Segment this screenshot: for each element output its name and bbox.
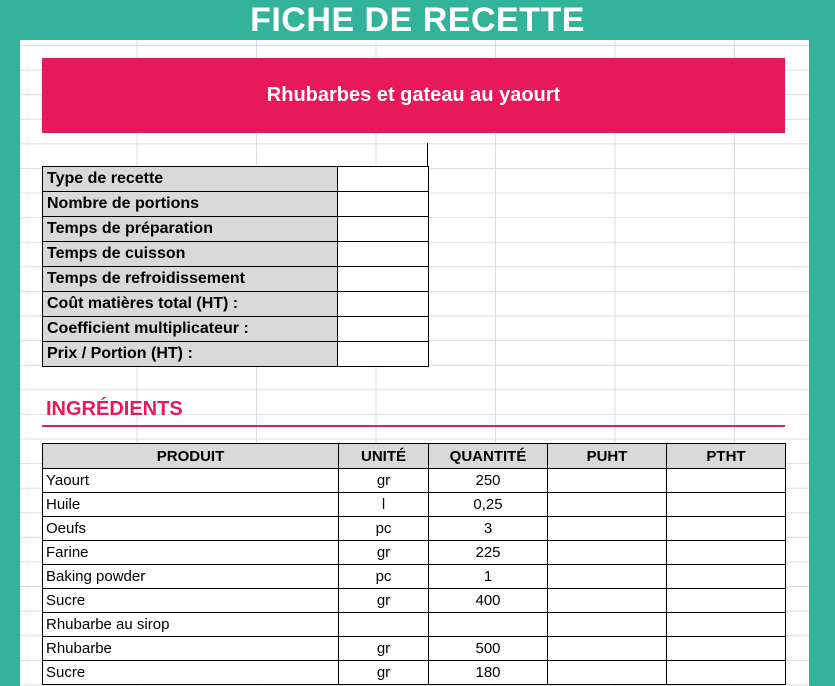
cell-quantite[interactable]	[429, 613, 548, 637]
cell-produit[interactable]: Rhubarbe	[43, 637, 339, 661]
cell-puht[interactable]	[548, 517, 667, 541]
info-row	[43, 292, 429, 317]
cell-unite[interactable]: gr	[339, 589, 429, 613]
info-row	[43, 342, 429, 367]
info-value[interactable]	[338, 217, 429, 242]
table-row	[43, 541, 786, 565]
info-label[interactable]: Temps de préparation	[43, 217, 338, 242]
column-header[interactable]: UNITÉ	[339, 444, 429, 469]
cell-puht[interactable]	[548, 469, 667, 493]
info-value[interactable]	[338, 292, 429, 317]
table-row	[43, 637, 786, 661]
cell-produit[interactable]: Sucre	[43, 661, 339, 685]
info-value[interactable]	[338, 167, 429, 192]
spreadsheet[interactable]	[20, 40, 809, 686]
cell-puht[interactable]	[548, 493, 667, 517]
table-row	[43, 469, 786, 493]
cell-puht[interactable]	[548, 613, 667, 637]
cell-quantite[interactable]: 1	[429, 565, 548, 589]
cell-ptht[interactable]	[667, 541, 786, 565]
cell-quantite[interactable]: 180	[429, 661, 548, 685]
cell-quantite[interactable]: 400	[429, 589, 548, 613]
cell-produit[interactable]: Farine	[43, 541, 339, 565]
page-title: FICHE DE RECETTE	[250, 1, 585, 39]
cell-quantite[interactable]: 250	[429, 469, 548, 493]
cell-ptht[interactable]	[667, 613, 786, 637]
cell-produit[interactable]: Oeufs	[43, 517, 339, 541]
info-row	[43, 267, 429, 292]
cell-unite[interactable]: l	[339, 493, 429, 517]
cell-produit[interactable]: Rhubarbe au sirop	[43, 613, 339, 637]
column-header[interactable]: PUHT	[548, 444, 667, 469]
recipe-name: Rhubarbes et gateau au yaourt	[266, 84, 561, 106]
ingredients-header-row	[43, 444, 786, 469]
info-label[interactable]: Prix / Portion (HT) :	[43, 342, 338, 367]
ingredients-divider	[42, 425, 785, 427]
ingredients-title: INGRÉDIENTS	[46, 398, 183, 420]
table-row	[43, 613, 786, 637]
cell-unite[interactable]: gr	[339, 541, 429, 565]
cell-unite[interactable]: pc	[339, 565, 429, 589]
recipe-info-table	[42, 166, 429, 367]
cell-unite[interactable]: pc	[339, 517, 429, 541]
cell-border	[427, 143, 428, 167]
cell-unite[interactable]: gr	[339, 637, 429, 661]
info-row	[43, 217, 429, 242]
cell-ptht[interactable]	[667, 493, 786, 517]
cell-unite[interactable]: gr	[339, 661, 429, 685]
info-value[interactable]	[338, 242, 429, 267]
table-row	[43, 589, 786, 613]
cell-produit[interactable]: Baking powder	[43, 565, 339, 589]
cell-puht[interactable]	[548, 637, 667, 661]
info-value[interactable]	[338, 267, 429, 292]
table-row	[43, 493, 786, 517]
recipe-name-banner[interactable]	[42, 58, 785, 133]
cell-puht[interactable]	[548, 565, 667, 589]
cell-unite[interactable]	[339, 613, 429, 637]
info-label[interactable]: Coefficient multiplicateur :	[43, 317, 338, 342]
cell-quantite[interactable]: 3	[429, 517, 548, 541]
cell-ptht[interactable]	[667, 565, 786, 589]
info-value[interactable]	[338, 317, 429, 342]
cell-puht[interactable]	[548, 589, 667, 613]
cell-produit[interactable]: Huile	[43, 493, 339, 517]
column-header[interactable]: PTHT	[667, 444, 786, 469]
info-value[interactable]	[338, 342, 429, 367]
column-header[interactable]: PRODUIT	[43, 444, 339, 469]
ingredients-table	[42, 443, 786, 685]
cell-produit[interactable]: Sucre	[43, 589, 339, 613]
info-row	[43, 242, 429, 267]
cell-ptht[interactable]	[667, 469, 786, 493]
cell-quantite[interactable]: 225	[429, 541, 548, 565]
info-value[interactable]	[338, 192, 429, 217]
table-row	[43, 661, 786, 685]
info-row	[43, 192, 429, 217]
cell-unite[interactable]: gr	[339, 469, 429, 493]
cell-ptht[interactable]	[667, 517, 786, 541]
cell-puht[interactable]	[548, 661, 667, 685]
cell-quantite[interactable]: 500	[429, 637, 548, 661]
cell-ptht[interactable]	[667, 637, 786, 661]
info-label[interactable]: Type de recette	[43, 167, 338, 192]
info-label[interactable]: Temps de cuisson	[43, 242, 338, 267]
cell-produit[interactable]: Yaourt	[43, 469, 339, 493]
info-label[interactable]: Coût matières total (HT) :	[43, 292, 338, 317]
info-row	[43, 167, 429, 192]
column-header[interactable]: QUANTITÉ	[429, 444, 548, 469]
info-label[interactable]: Temps de refroidissement	[43, 267, 338, 292]
cell-ptht[interactable]	[667, 661, 786, 685]
cell-ptht[interactable]	[667, 589, 786, 613]
table-row	[43, 517, 786, 541]
cell-quantite[interactable]: 0,25	[429, 493, 548, 517]
table-row	[43, 565, 786, 589]
info-label[interactable]: Nombre de portions	[43, 192, 338, 217]
cell-puht[interactable]	[548, 541, 667, 565]
info-row	[43, 317, 429, 342]
